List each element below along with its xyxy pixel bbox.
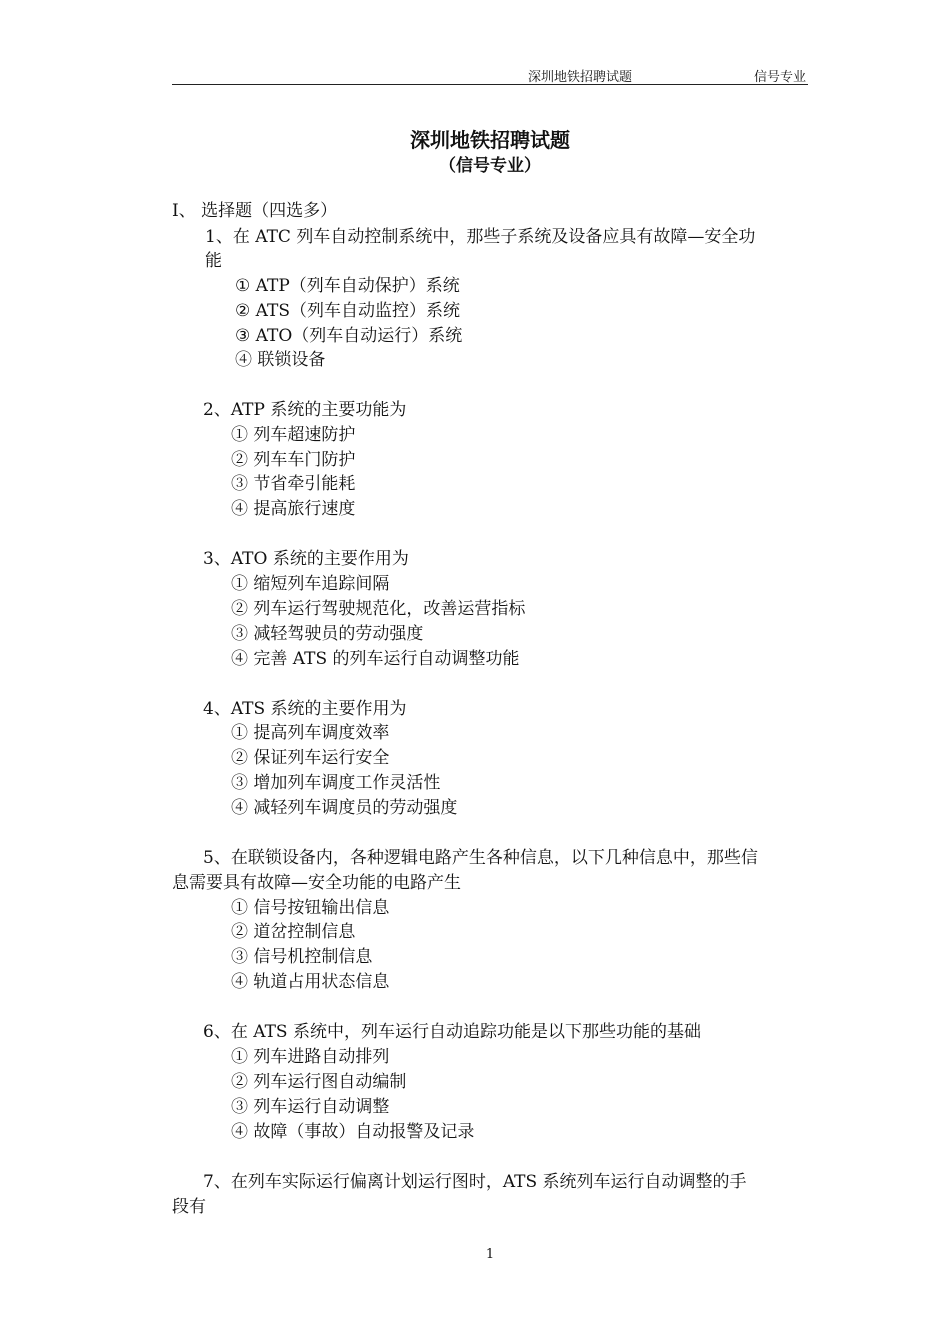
question-6-option-4: ④ 故障（事故）自动报警及记录 bbox=[231, 1122, 475, 1142]
document-title: 深圳地铁招聘试题 bbox=[410, 128, 570, 152]
question-4-option-3: ③ 增加列车调度工作灵活性 bbox=[231, 773, 441, 793]
question-5-option-3: ③ 信号机控制信息 bbox=[231, 947, 373, 967]
question-3-option-3: ③ 减轻驾驶员的劳动强度 bbox=[231, 624, 424, 644]
question-2-option-1: ① 列车超速防护 bbox=[231, 425, 356, 445]
page-number: 1 bbox=[485, 1247, 495, 1262]
question-2-option-4: ④ 提高旅行速度 bbox=[231, 499, 356, 519]
question-4-text: 4、ATS 系统的主要作用为 bbox=[203, 699, 407, 719]
question-3-option-2: ② 列车运行驾驶规范化，改善运营指标 bbox=[231, 599, 526, 619]
question-5-option-4: ④ 轨道占用状态信息 bbox=[231, 972, 390, 992]
question-6-option-2: ② 列车运行图自动编制 bbox=[231, 1072, 407, 1092]
question-5-option-2: ② 道岔控制信息 bbox=[231, 922, 356, 942]
question-2-option-2: ② 列车车门防护 bbox=[231, 450, 356, 470]
question-2-text: 2、ATP 系统的主要功能为 bbox=[203, 400, 407, 420]
question-4-option-4: ④ 减轻列车调度员的劳动强度 bbox=[231, 798, 458, 818]
question-1-text-cont: 能 bbox=[205, 251, 222, 271]
question-5-option-1: ① 信号按钮输出信息 bbox=[231, 898, 390, 918]
question-5-text-cont: 息需要具有故障—安全功能的电路产生 bbox=[172, 873, 461, 893]
header-subject: 信号专业 bbox=[753, 70, 806, 85]
question-7-text: 7、在列车实际运行偏离计划运行图时，ATS 系统列车运行自动调整的手 bbox=[203, 1172, 747, 1192]
page-header bbox=[172, 60, 808, 85]
question-6-option-1: ① 列车进路自动排列 bbox=[231, 1047, 390, 1067]
header-title: 深圳地铁招聘试题 bbox=[528, 70, 633, 85]
question-1-option-1: ① ATP（列车自动保护）系统 bbox=[235, 276, 460, 296]
question-4-option-2: ② 保证列车运行安全 bbox=[231, 748, 390, 768]
question-1-option-2: ② ATS（列车自动监控）系统 bbox=[235, 301, 460, 321]
question-2-option-3: ③ 节省牵引能耗 bbox=[231, 474, 356, 494]
question-1-option-4: ④ 联锁设备 bbox=[235, 350, 326, 370]
question-6-text: 6、在 ATS 系统中，列车运行自动追踪功能是以下那些功能的基础 bbox=[203, 1022, 701, 1042]
question-3-option-4: ④ 完善 ATS 的列车运行自动调整功能 bbox=[231, 649, 520, 669]
document-subtitle: （信号专业） bbox=[439, 156, 541, 176]
question-1-text: 1、在 ATC 列车自动控制系统中，那些子系统及设备应具有故障—安全功 bbox=[205, 227, 756, 247]
question-7-text-cont: 段有 bbox=[172, 1197, 206, 1217]
section-heading: I、 选择题（四选多） bbox=[172, 201, 338, 221]
question-3-text: 3、ATO 系统的主要作用为 bbox=[203, 549, 409, 569]
question-1-option-3: ③ ATO（列车自动运行）系统 bbox=[235, 326, 463, 346]
question-3-option-1: ① 缩短列车追踪间隔 bbox=[231, 574, 390, 594]
question-5-text: 5、在联锁设备内，各种逻辑电路产生各种信息，以下几种信息中，那些信 bbox=[203, 848, 758, 868]
question-6-option-3: ③ 列车运行自动调整 bbox=[231, 1097, 390, 1117]
question-4-option-1: ① 提高列车调度效率 bbox=[231, 723, 390, 743]
